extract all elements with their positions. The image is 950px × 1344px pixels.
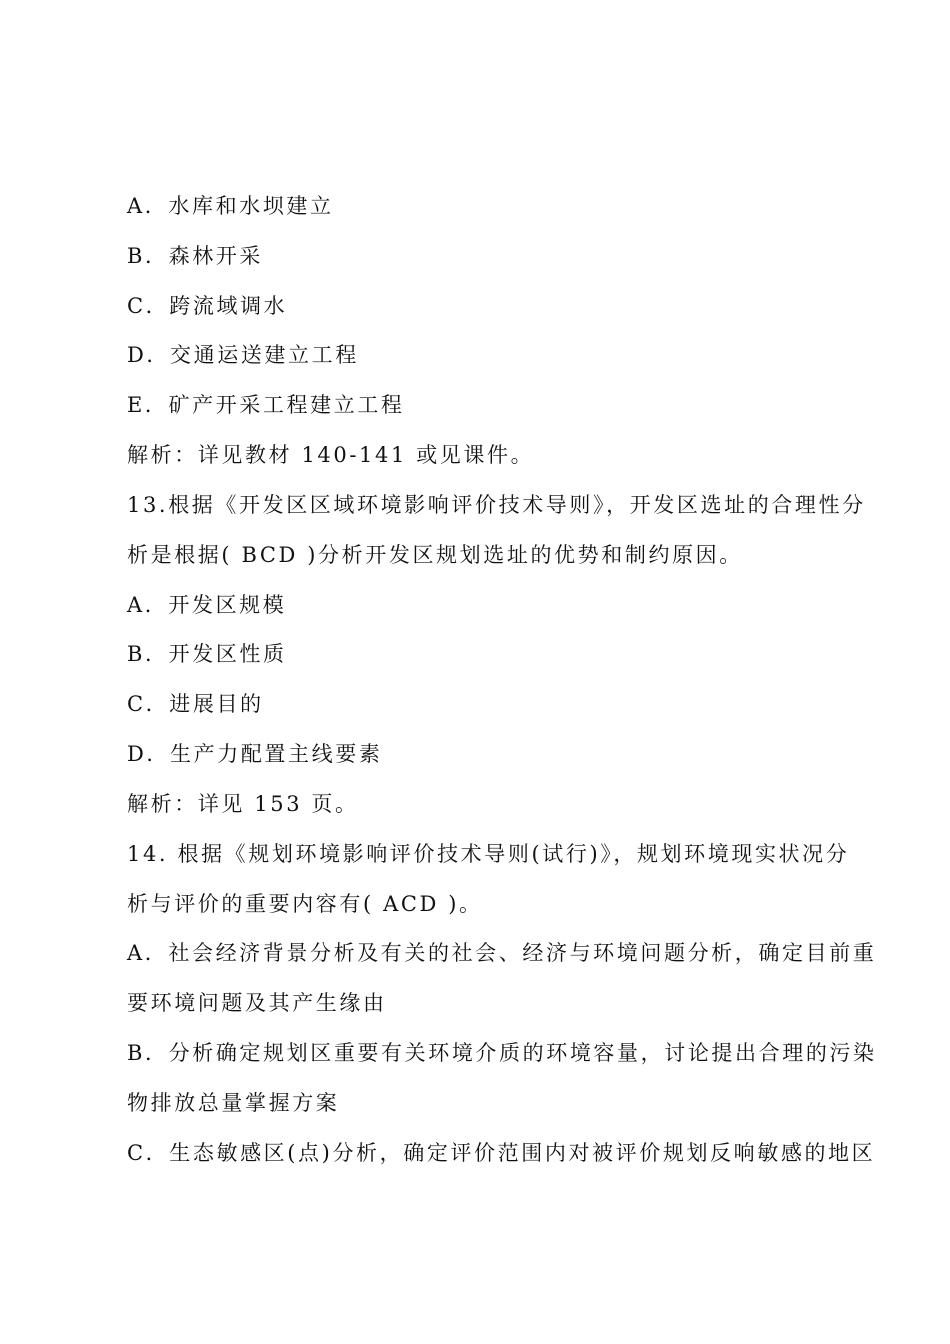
q12-option-d: D．交通运送建立工程 (127, 343, 359, 367)
q13-stem-line1: 13.根据《开发区区域环境影响评价技术导则》，开发区选址的合理性分 (127, 493, 866, 517)
q14-option-c-line1: C．生态敏感区(点)分析，确定评价范围内对被评价规划反响敏感的地区 (127, 1141, 876, 1165)
q13-option-c: C．进展目的 (127, 692, 264, 716)
q12-option-c: C．跨流域调水 (127, 294, 288, 318)
q13-option-b: B．开发区性质 (127, 642, 287, 666)
q14-stem-line2: 析与评价的重要内容有( ACD )。 (127, 892, 483, 916)
q12-option-b: B．森林开采 (127, 244, 264, 268)
q12-option-e: E．矿产开采工程建立工程 (127, 393, 405, 417)
q14-stem-line1: 14. 根据《规划环境影响评价技术导则(试行)》，规划环境现实状况分 (127, 842, 850, 866)
q13-stem-line2: 析是根据( BCD )分析开发区规划选址的优势和制约原因。 (127, 543, 743, 567)
q13-option-d: D．生产力配置主线要素 (127, 742, 383, 766)
q14-option-a-line1: A．社会经济背景分析及有关的社会、经济与环境问题分析，确定目前重 (127, 941, 877, 965)
q14-option-b-line2: 物排放总量掌握方案 (127, 1091, 340, 1115)
q14-option-a-line2: 要环境问题及其产生缘由 (127, 991, 387, 1015)
q12-analysis: 解析：详见教材 140-141 或见课件。 (127, 443, 535, 467)
q12-option-a: A．水库和水坝建立 (127, 194, 334, 218)
q13-analysis: 解析：详见 153 页。 (127, 792, 359, 816)
q14-option-b-line1: B．分析确定规划区重要有关环境介质的环境容量，讨论提出合理的污染 (127, 1041, 877, 1065)
q13-option-a: A．开发区规模 (127, 593, 287, 617)
